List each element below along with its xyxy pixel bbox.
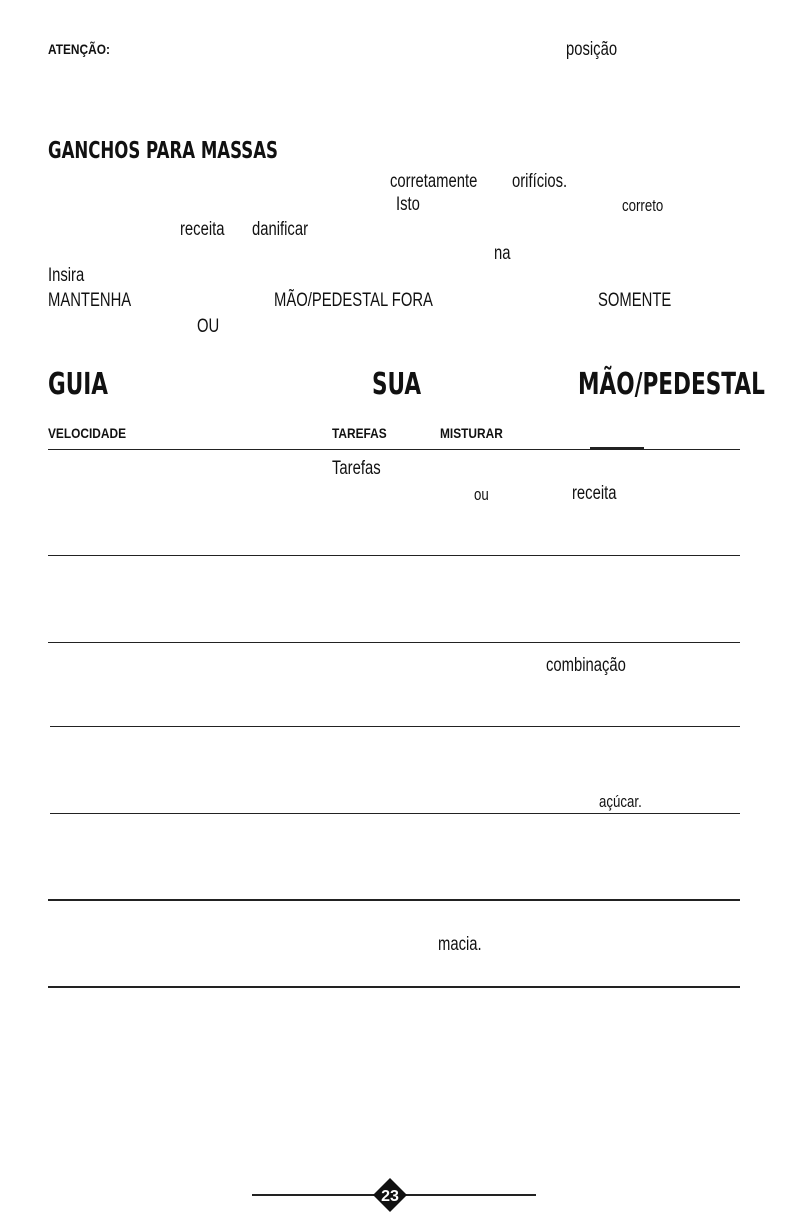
section-title-dough-hooks: GANCHOS PARA MASSAS [48,138,278,164]
word-correto: correto [622,196,664,215]
table-row-divider [50,813,740,814]
word-insira: Insira [48,265,85,286]
table-row-divider [50,726,740,727]
guide-title-mao-pedestal: MÃO/PEDESTAL [578,367,765,402]
word-mao-pedestal-fora: MÃO/PEDESTAL FORA [274,290,433,311]
guide-title-guia: GUIA [48,367,109,402]
word-orificios: orifícios. [512,171,568,192]
table-row-divider [48,899,740,901]
word-posicao: posição [566,39,618,60]
word-ou-caps: OU [197,316,220,337]
page-number-badge [372,1177,408,1213]
word-somente: SOMENTE [598,290,672,311]
row6-word-macia: macia. [438,934,482,955]
table-header-rule [48,449,740,450]
table-row-divider [48,555,740,556]
column-header-velocidade: VELOCIDADE [48,425,127,441]
row4-word-acucar: açúcar. [599,792,642,811]
table-bottom-rule [48,986,740,988]
row1-word-tarefas: Tarefas [332,458,381,479]
row1-word-receita: receita [572,483,617,504]
word-isto: Isto [396,194,420,215]
column-header-tarefas: TAREFAS [332,425,387,441]
column-header-misturar: MISTURAR [440,425,503,441]
page-number: 23 [381,1188,399,1205]
table-row-divider [48,642,740,643]
footer-rule-right [406,1194,536,1196]
guide-title-sua: SUA [372,367,422,402]
word-danificar: danificar [252,219,309,240]
row3-word-combinacao: combinação [546,655,626,676]
word-corretamente: corretamente [390,171,478,192]
row1-word-ou: ou [474,485,489,504]
word-mantenha: MANTENHA [48,290,132,311]
attention-label: ATENÇÃO: [48,41,110,57]
diamond-icon [372,1177,408,1213]
word-na: na [494,243,511,264]
word-receita: receita [180,219,225,240]
footer-rule-left [252,1194,374,1196]
